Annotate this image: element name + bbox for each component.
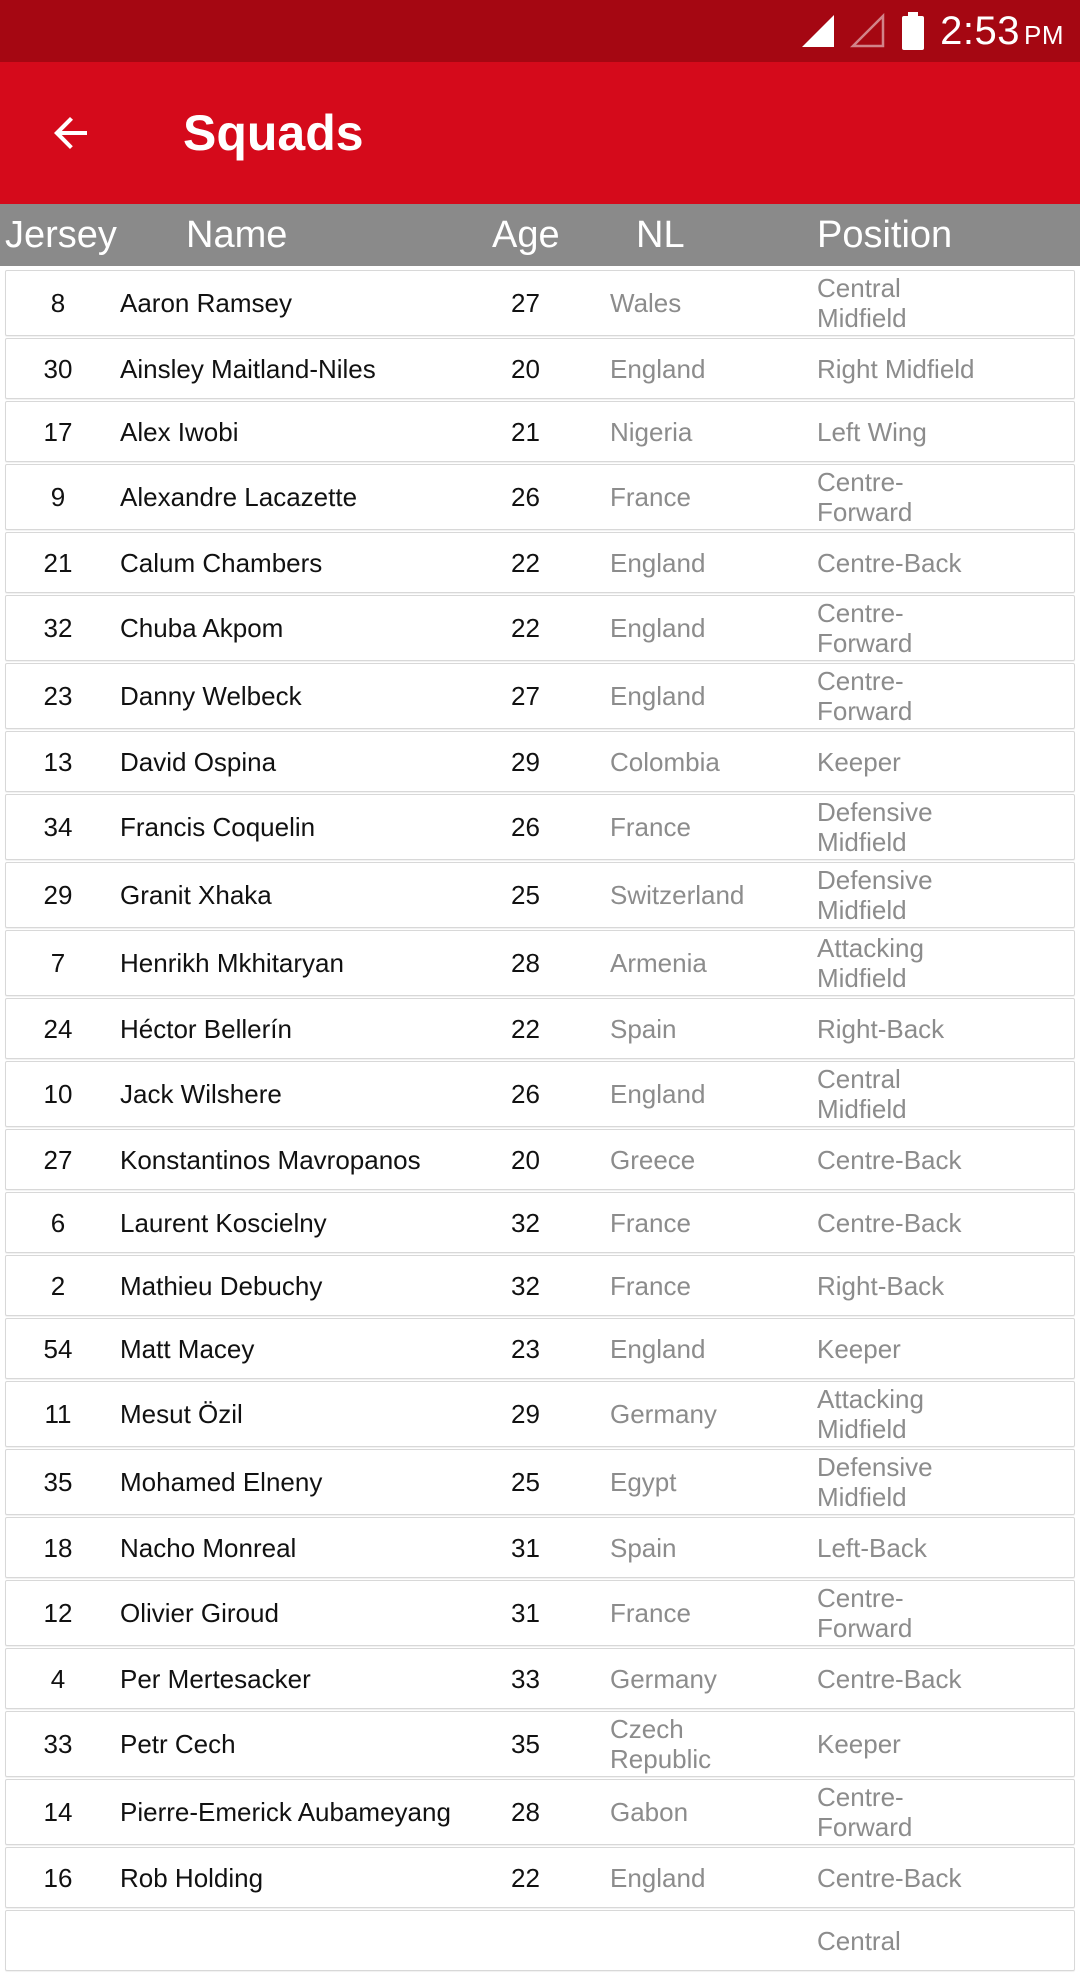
player-jersey: 23 [43,681,73,711]
player-position-line: Centre- [817,666,904,696]
player-position [817,1014,1067,1044]
player-nationality: Gabon [610,1797,689,1827]
player-row[interactable] [5,1449,1075,1515]
player-nationality: France [610,812,691,842]
status-bar [0,0,1080,62]
player-nationality: Germany [610,1663,717,1694]
player-nationality: Switzerland [610,880,745,910]
player-jersey: 29 [43,880,73,910]
player-position [817,1452,1067,1512]
player-name: Jack Wilshere [120,1079,282,1109]
player-nationality: Germany [610,1399,717,1429]
player-name: Petr Cech [120,1729,236,1759]
player-name: Danny Welbeck [120,681,302,711]
player-position [817,1334,1067,1364]
player-position-line: Keeper [817,1729,901,1759]
player-position-line: Right-Back [817,1013,945,1044]
player-position [817,1271,1067,1301]
player-position [817,865,1067,925]
player-name: Granit Xhaka [120,880,272,910]
player-age: 27 [511,288,540,318]
player-jersey: 11 [44,1399,72,1429]
player-age: 25 [511,880,540,910]
player-row[interactable] [5,1318,1075,1379]
player-position-line: Centre- [817,467,904,497]
player-position-line: Forward [817,696,913,726]
player-position-line: Forward [817,1812,913,1842]
player-name: Rob Holding [120,1862,264,1893]
player-position [817,797,1067,857]
player-age: 31 [511,1598,540,1628]
player-position [817,747,1067,777]
player-name: Nacho Monreal [120,1532,297,1563]
player-row[interactable] [5,794,1075,860]
app-bar [0,62,1080,204]
player-position [817,1664,1067,1694]
player-position-line: Central [817,1925,901,1956]
player-age: 28 [511,948,540,978]
player-jersey: 2 [50,1270,66,1301]
player-row[interactable] [5,998,1075,1059]
player-jersey: 33 [43,1729,73,1759]
player-row[interactable] [5,1711,1075,1777]
player-name: Henrikh Mkhitaryan [120,948,344,978]
player-row[interactable] [5,1779,1075,1845]
player-position [817,1729,1067,1759]
column-header-age: Age [492,214,560,256]
player-jersey: 4 [50,1663,66,1694]
status-icons [800,0,1064,62]
player-nationality: France [610,482,691,512]
player-name: Ainsley Maitland-Niles [120,353,376,384]
player-nationality: England [610,353,706,384]
player-age: 35 [511,1729,540,1759]
player-age: 22 [511,613,540,643]
player-age: 22 [511,1013,540,1044]
player-name: Per Mertesacker [120,1663,311,1694]
player-row[interactable] [5,731,1075,792]
player-jersey: 13 [43,746,73,777]
player-nationality: Nigeria [610,416,693,447]
player-position-line: Left-Back [817,1532,927,1563]
player-name: Alex Iwobi [120,416,239,447]
player-nationality: Armenia [610,948,707,978]
player-jersey: 17 [43,416,73,447]
player-age: 26 [511,1079,540,1109]
player-row[interactable] [5,930,1075,996]
player-jersey: 12 [43,1598,73,1628]
player-age: 31 [511,1532,540,1563]
player-position-line: Centre- [817,1583,904,1613]
player-name: Alexandre Lacazette [120,482,358,512]
player-position [817,1145,1067,1175]
player-position [817,1064,1067,1124]
player-position-line: Centre-Back [817,1862,962,1893]
player-row[interactable] [5,1847,1075,1908]
player-age: 27 [511,681,540,711]
player-position-line: Forward [817,1613,913,1643]
player-age: 20 [511,1144,540,1175]
player-position-line: Central [817,1064,901,1094]
player-position-line: Centre- [817,598,904,628]
player-age: 22 [511,1862,540,1893]
player-position-line: Right-Back [817,1270,945,1301]
player-row[interactable] [5,401,1075,462]
player-jersey: 9 [50,482,66,512]
player-row[interactable] [5,1648,1075,1709]
player-jersey: 24 [43,1013,73,1044]
player-position [817,467,1067,527]
player-position [817,1533,1067,1563]
player-nationality: France [610,1598,691,1628]
player-age: 26 [511,812,540,842]
player-row[interactable] [5,862,1075,928]
player-position [817,1782,1067,1842]
player-position-line: Defensive [817,797,933,827]
player-position-line: Keeper [817,1333,901,1364]
player-position [817,933,1067,993]
player-age: 21 [511,416,540,447]
player-position-line: Defensive [817,1452,933,1482]
column-header-row [0,204,1080,266]
column-header-nl: NL [636,214,685,256]
player-position [817,354,1067,384]
player-nationality: Colombia [610,746,720,777]
player-position-line: Keeper [817,746,901,777]
player-age: 29 [511,746,540,777]
player-nationality: Spain [610,1013,677,1044]
player-name: Aaron Ramsey [120,288,292,318]
player-nationality: Czech Republic [610,1714,712,1774]
status-ampm: PM [1024,19,1064,50]
player-name: Matt Macey [120,1333,255,1364]
player-position [817,1863,1067,1893]
player-position [817,548,1067,578]
player-name: Chuba Akpom [120,613,284,643]
player-jersey: 10 [43,1079,73,1109]
player-position-line: Midfield [817,827,907,857]
player-position [817,273,1067,333]
player-name: Laurent Koscielny [120,1207,327,1238]
player-position-line: Midfield [817,963,907,993]
player-jersey: 21 [43,547,73,578]
column-header-position: Position [817,214,953,256]
player-position-line: Attacking [817,1384,924,1414]
player-name: Francis Coquelin [120,812,316,842]
player-position-line: Centre-Back [817,1144,962,1175]
player-position-line: Centre-Back [817,547,962,578]
battery-icon [900,11,926,51]
player-age: 32 [511,1270,540,1301]
arrow-back-icon [47,109,95,157]
player-jersey: 35 [43,1467,73,1497]
player-row[interactable] [5,464,1075,530]
player-age: 23 [511,1333,540,1364]
player-position-line: Midfield [817,1482,907,1512]
player-jersey: 14 [43,1797,73,1827]
player-nationality: England [610,1333,706,1364]
player-nationality: France [610,1207,691,1238]
player-row[interactable] [5,1580,1075,1646]
player-nationality: Egypt [610,1467,677,1497]
player-nationality: England [610,681,706,711]
player-row[interactable] [5,338,1075,399]
player-position-line: Attacking [817,933,924,963]
player-position [817,1208,1067,1238]
player-age: 28 [511,1797,540,1827]
player-nationality: Greece [610,1144,696,1175]
player-name: Olivier Giroud [120,1598,279,1628]
player-jersey: 18 [43,1532,73,1563]
player-position-line: Centre-Back [817,1663,962,1694]
player-jersey: 27 [43,1144,73,1175]
player-jersey: 30 [43,353,73,384]
player-age: 20 [511,353,540,384]
player-nationality: Wales [610,288,682,318]
player-name: David Ospina [120,746,277,777]
page-title: Squads [183,105,364,161]
player-age: 25 [511,1467,540,1497]
player-position-line: Left Wing [817,416,927,447]
player-row[interactable] [5,1129,1075,1190]
player-name: Mesut Özil [120,1399,243,1429]
player-position-line: Forward [817,628,913,658]
player-position [817,1583,1067,1643]
player-nationality: Spain [610,1532,677,1563]
player-jersey: 8 [50,288,66,318]
player-position-line: Forward [817,497,913,527]
player-position-line: Central [817,273,901,303]
column-header-jersey: Jersey [5,214,117,256]
player-jersey: 6 [50,1207,66,1238]
status-time: 2:53 PM [940,8,1064,53]
player-jersey: 16 [43,1862,73,1893]
player-list[interactable] [5,270,1075,1973]
player-position [817,417,1067,447]
player-position-line: Midfield [817,895,907,925]
player-position-line: Centre-Back [817,1207,962,1238]
player-age: 29 [511,1399,540,1429]
player-jersey: 34 [43,812,73,842]
player-age: 22 [511,547,540,578]
player-age: 33 [511,1663,540,1694]
player-nationality: England [610,547,706,578]
player-nationality: France [610,1270,691,1301]
player-name: Pierre-Emerick Aubameyang [120,1797,451,1827]
player-jersey: 7 [50,948,66,978]
player-row[interactable] [5,1061,1075,1127]
player-jersey: 32 [43,613,73,643]
player-position [817,598,1067,658]
player-row[interactable] [5,1192,1075,1253]
player-nationality: England [610,613,706,643]
player-row[interactable] [5,595,1075,661]
player-position-line: Midfield [817,303,907,333]
player-position-line: Centre- [817,1782,904,1812]
player-row[interactable] [5,532,1075,593]
player-position-line: Midfield [817,1414,907,1444]
player-position [817,1926,1067,1956]
player-age: 32 [511,1207,540,1238]
player-row[interactable] [5,1255,1075,1316]
player-name: Mathieu Debuchy [120,1270,323,1301]
player-position-line: Defensive [817,865,933,895]
player-name: Calum Chambers [120,547,323,578]
player-row[interactable] [5,1517,1075,1578]
player-row[interactable] [5,1381,1075,1447]
player-position [817,666,1067,726]
player-row[interactable] [5,270,1075,336]
player-position [817,1384,1067,1444]
player-name: Héctor Bellerín [120,1013,292,1044]
column-header-name: Name [186,214,288,256]
signal-icon [800,13,836,49]
player-age: 26 [511,482,540,512]
player-nationality: England [610,1862,706,1893]
signal-empty-icon [850,13,886,49]
player-position-line: Midfield [817,1094,907,1124]
player-name: Konstantinos Mavropanos [120,1144,421,1175]
player-jersey: 54 [43,1333,73,1364]
player-position-line: Right Midfield [817,353,975,384]
player-name: Mohamed Elneny [120,1467,323,1497]
player-nationality: England [610,1079,706,1109]
player-row[interactable] [5,663,1075,729]
player-row[interactable] [5,1910,1075,1971]
back-button[interactable] [40,102,102,164]
